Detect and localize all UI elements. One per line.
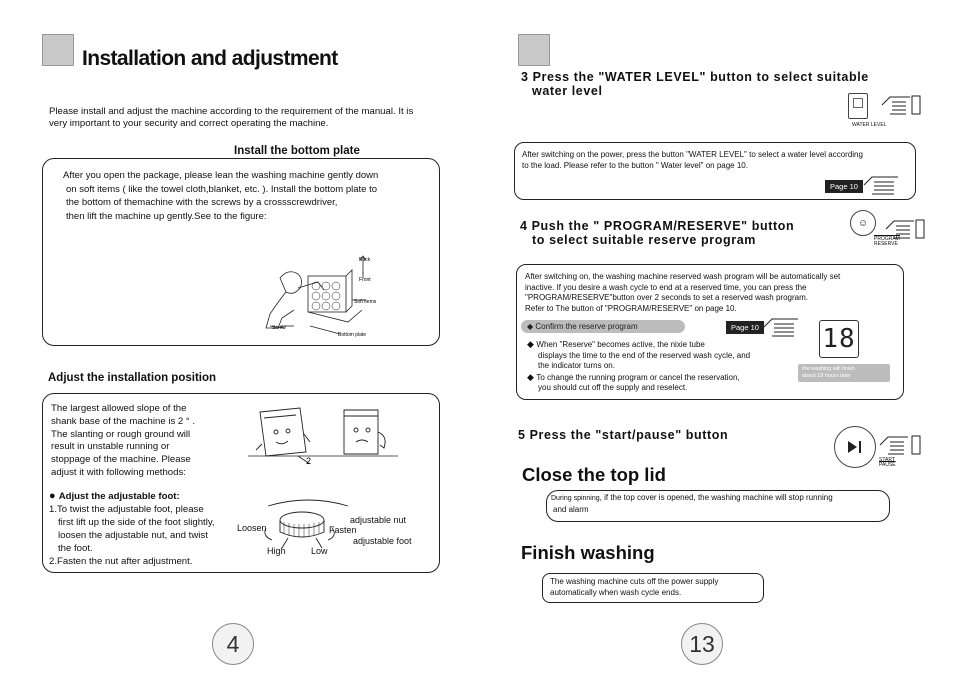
label-high: High xyxy=(267,546,286,556)
fig-label-soft-items: Soft items xyxy=(354,299,377,305)
label-adjustable-nut: adjustable nut xyxy=(350,515,407,525)
page-number-right: 13 xyxy=(681,623,723,665)
diamond-bullet-icon: ◆ xyxy=(527,371,537,382)
bottom-plate-figure xyxy=(260,248,400,340)
install-position-heading: Adjust the installation position xyxy=(48,372,217,384)
slope-text: The largest allowed slope of the shank base of the machine is 2 ° . The slanting or rough ground will result in unstable running or stoppage of the machine. Please adjust it with following methods: xyxy=(51,403,196,478)
water-level-text: After switching on the power, press the button "WATER LEVEL" to select a water level according to the load. Please refer to the button " Water level" on page 10. xyxy=(522,150,863,170)
hand-pointer-icon xyxy=(880,94,922,116)
water-level-icon-label: WATER LEVEL xyxy=(852,122,887,128)
intro-text: Please install and adjust the machine according to the requirement of the manual. It is very important to your security and correct operating the machine. xyxy=(49,106,414,129)
right-header-square xyxy=(518,34,550,66)
confirm-reserve-pill: ◆ Confirm the reserve program xyxy=(521,320,685,333)
left-header-square xyxy=(42,34,74,66)
hand-pointer-icon xyxy=(862,174,908,196)
fig-label-screw: Screw xyxy=(272,325,286,331)
bottom-plate-heading: Install the bottom plate xyxy=(234,145,360,157)
water-level-heading: 3 Press the "WATER LEVEL" button to select suitable water level xyxy=(521,70,869,98)
label-adjustable-foot: adjustable foot xyxy=(353,536,412,546)
fig-label-front: Front xyxy=(359,277,371,283)
program-bullets: ◆ When "Reserve" becomes active, the nixie tube displays the time to the end of the reserved wash cycle, and the indicator turns on. ◆ To change the running program or cancel the reservation, you should cut off the supply and reselect. xyxy=(527,339,751,392)
start-pause-heading: 5 Press the "start/pause" button xyxy=(518,428,729,442)
start-pause-button-icon xyxy=(834,426,876,468)
angle-label: 2 xyxy=(306,456,312,466)
finish-washing-title: Finish washing xyxy=(521,542,655,563)
hand-pointer-icon xyxy=(878,434,922,456)
program-heading: 4 Push the " PROGRAM/RESERVE" button to select suitable reserve program xyxy=(520,219,795,247)
water-page-tag: Page 10 xyxy=(825,180,863,193)
fig-label-back: Back xyxy=(359,257,371,263)
fig-label-bottom-plate: Bottom plate xyxy=(338,332,367,338)
close-lid-title: Close the top lid xyxy=(522,464,666,485)
page-title: Installation and adjustment xyxy=(82,47,338,70)
label-loosen: Loosen xyxy=(237,523,267,533)
page-number-left: 4 xyxy=(212,623,254,665)
start-pause-icon-label: START PAUSE xyxy=(879,457,896,468)
nixie-display: 18 xyxy=(819,320,859,358)
play-pause-icon xyxy=(846,440,864,454)
finish-washing-text: The washing machine cuts off the power supply automatically when wash cycle ends. xyxy=(550,577,719,597)
foot-instructions: ● Adjust the adjustable foot: 1.To twist the adjustable foot, please first lift up the side of the foot slightly, loosen the adjustable nut, and twist the foot. 2.Fasten the nut after adjustment. xyxy=(49,490,215,567)
hand-pointer-icon xyxy=(762,316,808,338)
water-level-button-icon xyxy=(848,93,868,119)
program-icon-label: PROGRAM RESERVE xyxy=(874,236,900,247)
bottom-plate-text: After you open the package, please lean the washing machine gently down on soft items ( like the towel cloth,blanket, etc. ). Install the bottom plate to the bottom of themachine with the screws by a crossscrewdriver, then lift the machine up gently.See to the figure: xyxy=(63,170,379,222)
bullet-icon: ● xyxy=(49,490,59,502)
program-page-tag: Page 10 xyxy=(726,321,764,334)
display-note: the washing will finish about 18 hours later xyxy=(798,364,890,382)
diamond-bullet-icon: ◆ xyxy=(527,322,536,331)
label-fasten: Fasten xyxy=(329,525,357,535)
diamond-bullet-icon: ◆ xyxy=(527,339,537,349)
program-button-icon: ☺ xyxy=(850,210,876,236)
label-low: Low xyxy=(311,546,328,556)
program-text: After switching on, the washing machine reserved wash program will be automatically set inactive. If you desire a wash cycle to end at a reserved time, you can press the "PROGRAM/RESERVE"button over 2 seconds to set a reserved wash program. Refer to The button of "PROGRAM/RESERVE" on page 10. xyxy=(525,272,841,313)
close-lid-text: During spinning, if the top cover is opened, the washing machine will stop running and alarm xyxy=(551,493,833,514)
tilted-machines-figure xyxy=(248,404,408,468)
